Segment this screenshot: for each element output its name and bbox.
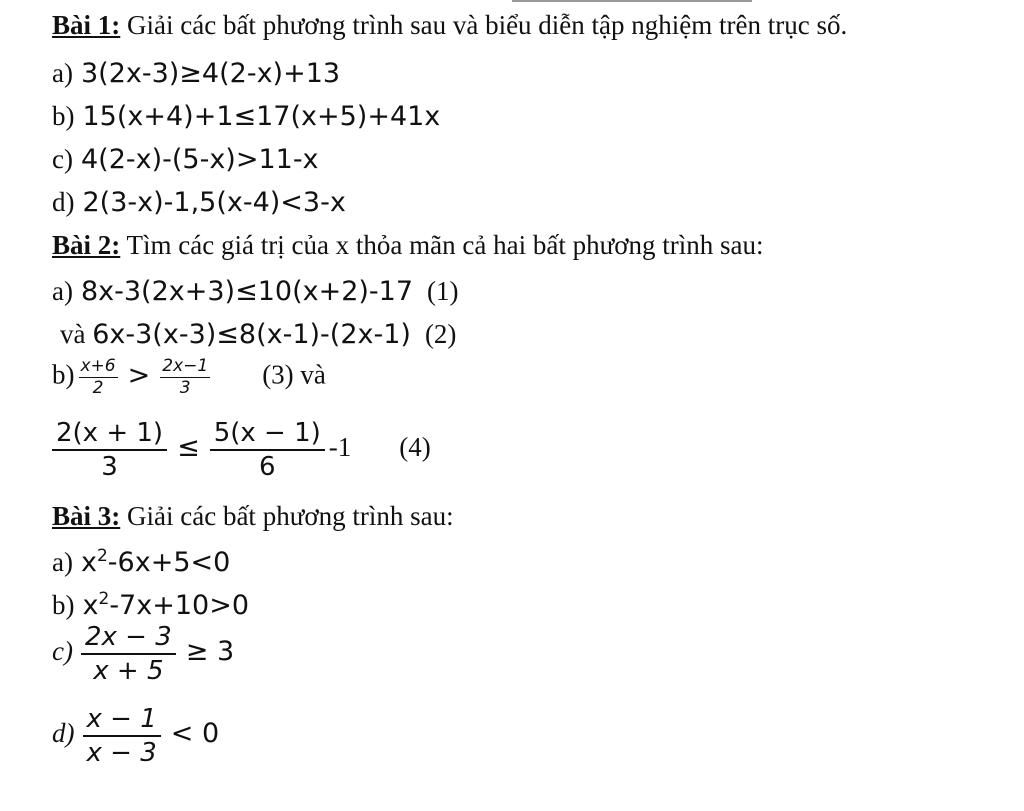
relation: < 0	[170, 718, 220, 750]
inequality: 4(2-x)-(5-x)>11-x	[80, 144, 319, 175]
bai2-item-a-line1	[52, 278, 459, 305]
numerator: 2(x + 1)	[52, 420, 167, 451]
bai1-item-b	[52, 103, 440, 130]
bai2-item-a-line2	[60, 321, 456, 348]
top-divider	[512, 0, 752, 2]
bai1-title: Bài 1:	[52, 10, 121, 40]
fraction	[83, 706, 161, 766]
inequality	[81, 547, 230, 578]
constant-term: -1	[328, 432, 352, 463]
bai3-heading	[52, 503, 454, 530]
relation: ≤	[177, 432, 200, 464]
rest: -6x+5<0	[107, 547, 231, 578]
equation-number: (3) và	[262, 359, 326, 390]
denominator: 3	[101, 452, 118, 482]
base: x	[80, 547, 97, 578]
bai2-item-b-line2	[52, 420, 431, 480]
item-label: b)	[52, 590, 75, 620]
bai1-item-a	[52, 60, 340, 87]
bai2-heading	[52, 232, 763, 259]
bai1-item-d	[52, 189, 346, 216]
item-label: a)	[52, 58, 73, 88]
numerator: x+6	[80, 356, 116, 376]
exponent: 2	[96, 546, 108, 566]
item-label: b)	[52, 359, 75, 390]
bai3-item-d	[52, 706, 225, 766]
bai3-instruction: Giải các bất phương trình sau:	[120, 501, 454, 531]
relation: ≥ 3	[185, 636, 235, 668]
equation-number: (2)	[424, 319, 457, 349]
bai2-instruction: Tìm các giá trị của x thỏa mãn cả hai bất phương trình sau:	[120, 230, 764, 260]
numerator: 5(x − 1)	[210, 420, 325, 451]
base: x	[82, 590, 99, 621]
inequality: 2(3-x)-1,5(x-4)<3-x	[82, 187, 346, 218]
bai1-instruction: Giải các bất phương trình sau và biểu diễn tập nghiệm trên trục số.	[120, 10, 848, 40]
fraction	[81, 624, 176, 684]
relation: >	[127, 359, 151, 391]
fraction	[79, 358, 118, 397]
inequality-2: 6x-3(x-3)≤8(x-1)-(2x-1)	[92, 319, 411, 350]
denominator: 6	[258, 452, 276, 482]
bai2-title: Bài 2:	[52, 230, 121, 260]
inequality: 15(x+4)+1≤17(x+5)+41x	[82, 101, 441, 132]
denominator: x + 5	[93, 656, 164, 686]
rest: -7x+10>0	[109, 590, 249, 621]
denominator: 2	[92, 378, 104, 398]
inequality-1: 8x-3(2x+3)≤10(x+2)-17	[80, 276, 414, 307]
inequality: 3(2x-3)≥4(2-x)+13	[80, 58, 341, 89]
item-label: d)	[52, 187, 75, 217]
fraction	[52, 420, 167, 480]
numerator: 2x − 3	[81, 624, 176, 655]
item-label: c)	[52, 144, 73, 174]
bai3-title: Bài 3:	[52, 501, 121, 531]
bai1-item-c	[52, 146, 319, 173]
bai1-heading	[52, 12, 847, 39]
exponent: 2	[98, 589, 110, 609]
equation-number: (1)	[427, 276, 459, 306]
bai2-item-b-line1	[52, 358, 326, 397]
numerator: 2x−1	[162, 356, 209, 376]
denominator: 3	[179, 378, 191, 398]
numerator: x − 1	[83, 706, 161, 737]
item-label: a)	[52, 276, 73, 306]
bai3-item-b	[52, 591, 249, 619]
equation-number: (4)	[399, 432, 431, 463]
fraction	[210, 420, 325, 480]
item-label: c)	[52, 636, 73, 667]
fraction	[160, 358, 210, 397]
conjunction: và	[60, 319, 86, 349]
item-label: a)	[52, 547, 73, 577]
denominator: x − 3	[86, 738, 157, 768]
item-label: b)	[52, 101, 75, 131]
item-label: d)	[52, 718, 75, 749]
bai3-item-c	[52, 624, 240, 684]
inequality	[83, 590, 250, 621]
bai3-item-a	[52, 548, 230, 576]
